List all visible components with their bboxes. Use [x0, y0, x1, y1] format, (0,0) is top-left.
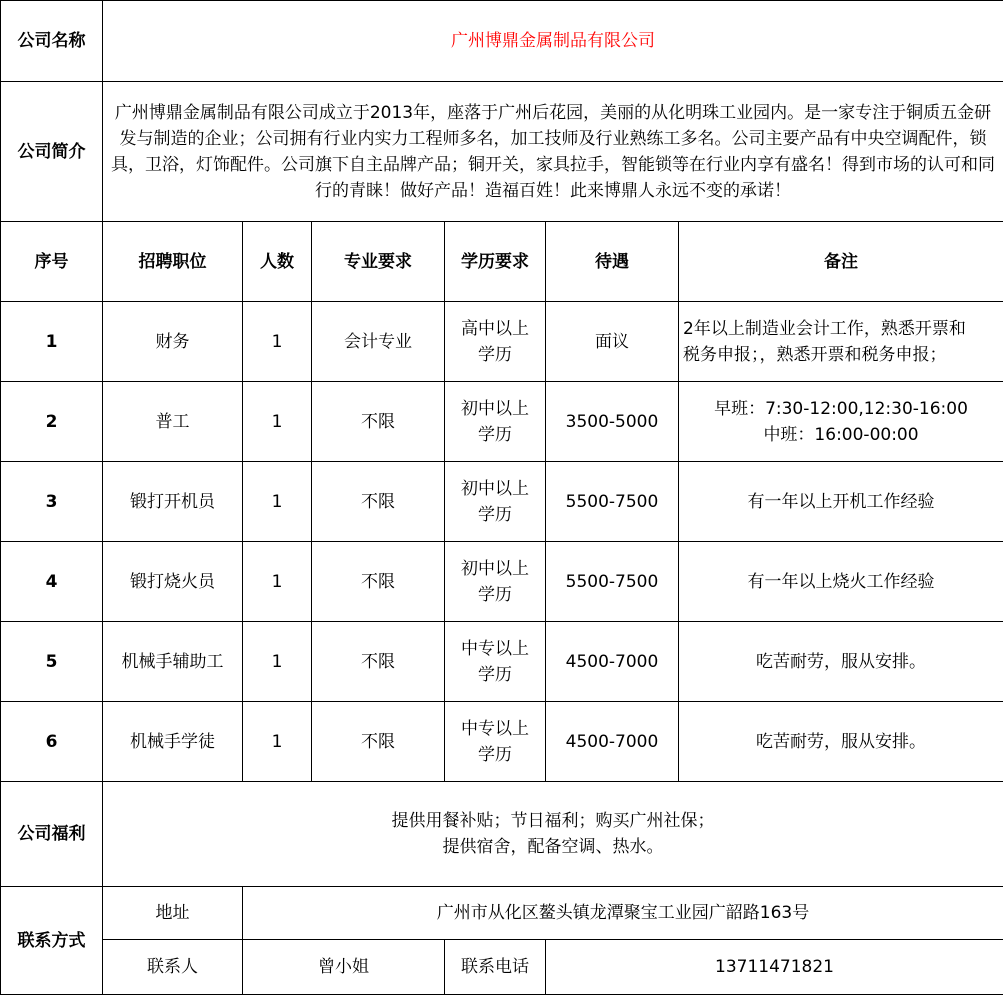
job-education-line-2: 学历: [449, 422, 541, 448]
job-salary: 3500-5000: [546, 382, 679, 462]
job-count: 1: [243, 462, 312, 542]
job-no: 6: [1, 702, 103, 782]
job-major: 不限: [312, 382, 445, 462]
header-major: 专业要求: [312, 222, 445, 302]
job-education-line-2: 学历: [449, 742, 541, 768]
company-intro-row: [1, 82, 1003, 222]
table-row: [1, 542, 1003, 622]
job-salary: 面议: [546, 302, 679, 382]
job-note: 有一年以上烧火工作经验: [679, 542, 1003, 622]
job-education-line-2: 学历: [449, 582, 541, 608]
welfare-line-1: 提供用餐补贴；节日福利；购买广州社保；: [107, 808, 999, 834]
job-note: 吃苦耐劳，服从安排。: [679, 702, 1003, 782]
job-no: 1: [1, 302, 103, 382]
job-count: 1: [243, 382, 312, 462]
job-position: 锻打开机员: [103, 462, 243, 542]
job-education: [445, 382, 546, 462]
contact-label: 联系方式: [1, 887, 103, 995]
welfare-label: 公司福利: [1, 782, 103, 887]
job-education-line-1: 初中以上: [449, 556, 541, 582]
job-major: 不限: [312, 622, 445, 702]
welfare-line-2: 提供宿舍，配备空调、热水。: [107, 834, 999, 860]
job-education-line-2: 学历: [449, 342, 541, 368]
job-education-line-1: 中专以上: [449, 636, 541, 662]
job-education: [445, 542, 546, 622]
job-note-line-1: 早班：7:30-12:00,12:30-16:00: [683, 396, 999, 422]
job-education-line-2: 学历: [449, 502, 541, 528]
job-major: 不限: [312, 702, 445, 782]
job-count: 1: [243, 542, 312, 622]
job-education: [445, 702, 546, 782]
job-note-line-2: 税务申报；，熟悉开票和税务申报；: [683, 342, 999, 368]
table-row: [1, 382, 1003, 462]
company-name-label: 公司名称: [1, 1, 103, 82]
header-salary: 待遇: [546, 222, 679, 302]
header-no: 序号: [1, 222, 103, 302]
job-no: 4: [1, 542, 103, 622]
address-value: 广州市从化区鳌头镇龙潭聚宝工业园广韶路163号: [243, 887, 1003, 940]
company-intro-text: 广州博鼎金属制品有限公司成立于2013年，座落于广州后花园，美丽的从化明珠工业园内。是一家专注于铜质五金研发与制造的企业；公司拥有行业内实力工程师多名，加工技师及行业熟练工多名。公司主要产品有中央空调配件，锁具，卫浴，灯饰配件。公司旗下自主品牌产品；铜开关，家具拉手，智能锁等在行业内享有盛名！得到市场的认可和同行的青睐！做好产品！造福百姓！此来博鼎人永远不变的承诺！: [103, 82, 1003, 222]
job-salary: 5500-7500: [546, 462, 679, 542]
job-count: 1: [243, 622, 312, 702]
job-no: 3: [1, 462, 103, 542]
job-education-line-2: 学历: [449, 662, 541, 688]
job-note: 有一年以上开机工作经验: [679, 462, 1003, 542]
job-note-line-2: 中班：16:00-00:00: [683, 422, 999, 448]
job-note: [679, 382, 1003, 462]
job-salary: 4500-7000: [546, 702, 679, 782]
contact-phone-label: 联系电话: [445, 940, 546, 995]
job-note-line-1: 2年以上制造业会计工作，熟悉开票和: [683, 316, 999, 342]
welfare-text: [103, 782, 1003, 887]
header-education: 学历要求: [445, 222, 546, 302]
table-row: [1, 702, 1003, 782]
job-count: 1: [243, 302, 312, 382]
job-position: 锻打烧火员: [103, 542, 243, 622]
contact-person-label: 联系人: [103, 940, 243, 995]
contact-person-value: 曾小姐: [243, 940, 445, 995]
contact-person-row: [1, 940, 1003, 995]
header-position: 招聘职位: [103, 222, 243, 302]
job-education-line-1: 初中以上: [449, 476, 541, 502]
table-row: [1, 462, 1003, 542]
header-notes: 备注: [679, 222, 1003, 302]
job-major: 会计专业: [312, 302, 445, 382]
table-row: [1, 622, 1003, 702]
company-name-row: [1, 1, 1003, 82]
job-major: 不限: [312, 462, 445, 542]
job-position: 机械手学徒: [103, 702, 243, 782]
company-intro-label: 公司简介: [1, 82, 103, 222]
job-count: 1: [243, 702, 312, 782]
contact-address-row: [1, 887, 1003, 940]
contact-phone-value: 13711471821: [546, 940, 1003, 995]
job-no: 5: [1, 622, 103, 702]
job-position: 普工: [103, 382, 243, 462]
job-education-line-1: 高中以上: [449, 316, 541, 342]
job-education-line-1: 初中以上: [449, 396, 541, 422]
job-education: [445, 622, 546, 702]
address-label: 地址: [103, 887, 243, 940]
welfare-row: [1, 782, 1003, 887]
job-position: 财务: [103, 302, 243, 382]
job-education: [445, 302, 546, 382]
job-education-line-1: 中专以上: [449, 716, 541, 742]
job-salary: 4500-7000: [546, 622, 679, 702]
job-education: [445, 462, 546, 542]
table-row: [1, 302, 1003, 382]
job-note: 吃苦耐劳，服从安排。: [679, 622, 1003, 702]
job-no: 2: [1, 382, 103, 462]
header-count: 人数: [243, 222, 312, 302]
job-note: [679, 302, 1003, 382]
job-major: 不限: [312, 542, 445, 622]
jobs-header-row: [1, 222, 1003, 302]
job-position: 机械手辅助工: [103, 622, 243, 702]
job-salary: 5500-7500: [546, 542, 679, 622]
company-name: 广州博鼎金属制品有限公司: [103, 1, 1003, 82]
